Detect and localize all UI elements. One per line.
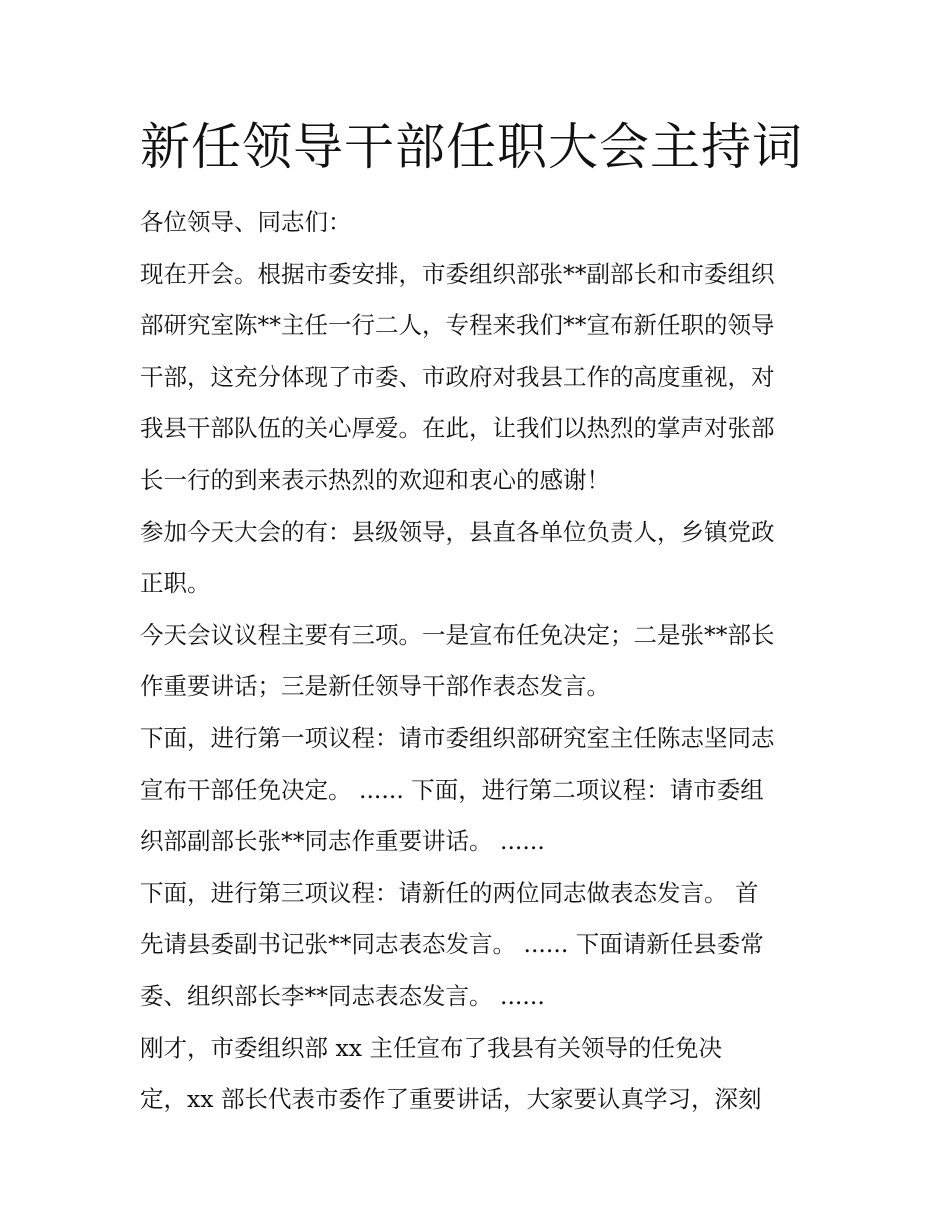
text-line: 干部，这充分体现了市委、市政府对我县工作的高度重视，对 [140, 362, 775, 391]
text-line: 参加今天大会的有：县级领导，县直各单位负责人，乡镇党政 [140, 517, 775, 546]
text-line: 宣布干部任免决定。 ...... 下面，进行第二项议程：请市委组 [140, 775, 764, 804]
text-line: 作重要讲话；三是新任领导干部作表态发言。 [140, 672, 610, 701]
text-line: 现在开会。根据市委安排，市委组织部张**副部长和市委组织 [140, 259, 775, 288]
text-line: 下面，进行第一项议程：请市委组织部研究室主任陈志坚同志 [140, 723, 775, 752]
text-line: 定，xx 部长代表市委作了重要讲话，大家要认真学习，深刻 [140, 1085, 762, 1114]
text-line: 我县干部队伍的关心厚爱。在此，让我们以热烈的掌声对张部 [140, 414, 775, 443]
text-line: 下面，进行第三项议程：请新任的两位同志做表态发言。 首 [140, 878, 759, 907]
text-line: 长一行的到来表示热烈的欢迎和衷心的感谢！ [140, 465, 610, 494]
text-line: 正职。 [140, 569, 211, 598]
text-line: 织部副部长张**同志作重要讲话。 ...... [140, 827, 545, 856]
text-line: 先请县委副书记张**同志表态发言。 ...... 下面请新任县委常 [140, 930, 764, 959]
text-line: 刚才，市委组织部 xx 主任宣布了我县有关领导的任免决 [140, 1033, 722, 1062]
text-line: 部研究室陈**主任一行二人，专程来我们**宣布新任职的领导 [140, 311, 775, 340]
text-line: 委、组织部长李**同志表态发言。 ...... [140, 981, 545, 1010]
document-body [140, 197, 830, 1126]
document-title: 新任领导干部任职大会主持词 [140, 118, 803, 176]
text-line: 今天会议议程主要有三项。一是宣布任免决定；二是张**部长 [140, 620, 775, 649]
text-line: 各位领导、同志们： [140, 208, 352, 236]
